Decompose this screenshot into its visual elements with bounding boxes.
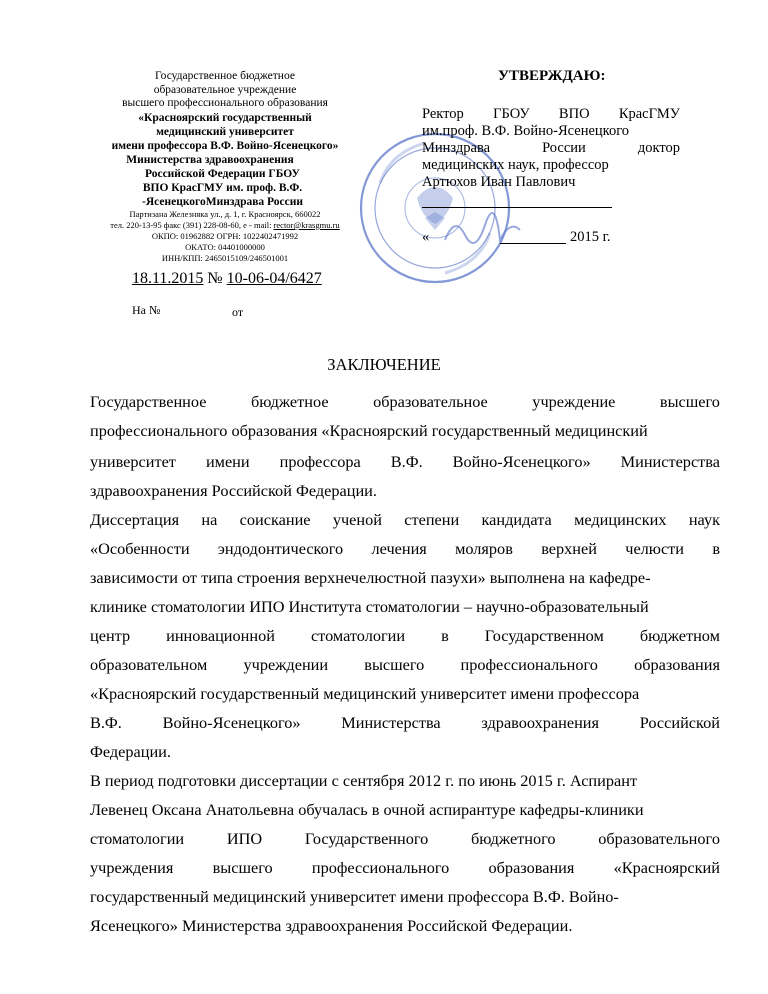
- approve-line-1: [422, 106, 680, 123]
- body-line: профессионального образования «Красноярский государственный медицинский: [90, 421, 648, 440]
- word: образовательное: [373, 392, 488, 411]
- word: здравоохранения: [481, 713, 599, 732]
- doc-number: 10-06-04/6427: [226, 270, 322, 287]
- word: учреждение: [532, 392, 616, 411]
- word: стоматологии: [310, 626, 406, 645]
- word: бюджетном: [639, 626, 720, 645]
- word: профессионального: [311, 858, 450, 877]
- org-email-link[interactable]: rector@krasgmu.ru: [273, 220, 340, 230]
- word: Войно-Ясенецкого»: [452, 452, 591, 471]
- word: высшего: [212, 858, 273, 877]
- body-line: [90, 510, 720, 530]
- doc-heading: ЗАКЛЮЧЕНИЕ: [327, 355, 441, 374]
- word: степени: [404, 510, 460, 529]
- word: «Особенности: [90, 539, 190, 558]
- body-line: [90, 713, 720, 733]
- na-label: На №: [132, 303, 161, 317]
- body-line: зависимости от типа строения верхнечелюстной пазухи» выполнена на кафедре-: [90, 568, 651, 587]
- approve-word: доктор: [637, 140, 680, 156]
- word: бюджетное: [250, 392, 329, 411]
- org-address: Партизана Железняка ул., д. 1, г. Красноярск, 660022: [129, 209, 321, 219]
- word: на: [201, 510, 218, 529]
- word: высшего: [364, 655, 425, 674]
- org-bold-line-1: «Красноярский государственный: [138, 112, 312, 124]
- body-line: [90, 539, 720, 559]
- body-line: Левенец Оксана Анатольевна обучалась в очной аспирантуре кафедры-клиники: [90, 800, 644, 819]
- org-name-line-2: образовательное учреждение: [153, 84, 297, 96]
- body-line: клинике стоматологии ИПО Института стоматологии – научно-образовательный: [90, 597, 649, 616]
- word: образовательном: [90, 655, 208, 674]
- word: Российской: [639, 713, 720, 732]
- doc-date: 18.11.2015: [132, 270, 204, 287]
- word: профессора: [279, 452, 361, 471]
- org-bold-line-6: ВПО КрасГМУ им. проф. В.Ф.: [142, 182, 303, 194]
- org-bold-line-2: медицинский университет: [156, 126, 294, 138]
- word: инновационной: [166, 626, 275, 645]
- word: В.Ф.: [90, 713, 122, 732]
- word: в: [712, 539, 720, 558]
- approve-title: УТВЕРЖДАЮ:: [498, 68, 606, 84]
- word: высшего: [659, 392, 720, 411]
- approve-line-3: [422, 140, 680, 157]
- approve-date-line: [500, 243, 566, 244]
- word: Государственном: [484, 626, 604, 645]
- org-okpo: ОКПО: 01962882 ОГРН: 1022402471992: [151, 231, 299, 241]
- doc-number-sign: №: [207, 270, 223, 287]
- word: университет: [90, 452, 176, 471]
- word: образовательного: [598, 829, 720, 848]
- word: образования: [488, 858, 575, 877]
- body-line: [90, 858, 720, 878]
- word: в: [441, 626, 449, 645]
- approve-word: России: [542, 140, 586, 156]
- body-line: «Красноярский государственный медицинский университет имени профессора: [90, 684, 640, 703]
- body-line: [90, 655, 720, 675]
- word: центр: [90, 626, 131, 645]
- approve-year: 2015 г.: [570, 229, 611, 245]
- body-line: Ясенецкого» Министерства здравоохранения Российской Федерации.: [90, 916, 573, 935]
- org-bold-line-4: Министерства здравоохранения: [126, 154, 294, 166]
- approve-word: Минздрава: [422, 140, 491, 156]
- word: ученой: [332, 510, 382, 529]
- approve-word: Ректор: [422, 106, 464, 122]
- word: В.Ф.: [390, 452, 423, 471]
- word: бюджетного: [471, 829, 556, 848]
- org-name-line-3: высшего профессионального образования: [122, 97, 328, 109]
- org-bold-line-7: -ЯсенецкогоМинздрава России: [141, 196, 304, 208]
- word: имени: [205, 452, 250, 471]
- body-line: В период подготовки диссертации с сентября 2012 г. по июнь 2015 г. Аспирант: [90, 771, 638, 790]
- word: лечения: [371, 539, 427, 558]
- org-okato: ОКАТО: 04401000000: [185, 242, 265, 252]
- org-bold-line-5: Российской Федерации ГБОУ: [144, 168, 300, 180]
- word: эндодонтического: [217, 539, 344, 558]
- word: профессионального: [460, 655, 598, 674]
- approve-word: КрасГМУ: [618, 106, 680, 122]
- word: верхней: [541, 539, 597, 558]
- org-phone: тел. 220-13-95 факс (391) 228-08-60, е - mail:: [110, 220, 274, 230]
- approve-word: ВПО: [558, 106, 590, 122]
- body-line: Федерации.: [90, 742, 171, 761]
- approve-line-4: медицинских наук, профессор: [422, 157, 609, 173]
- word: наук: [688, 510, 720, 529]
- word: стоматологии: [90, 829, 185, 848]
- word: Министерства: [620, 452, 720, 471]
- ot-label: от: [232, 305, 244, 319]
- org-inn: ИНН/КПП: 2465015109/246501001: [161, 253, 289, 263]
- word: кандидата: [481, 510, 552, 529]
- body-line: здравоохранения Российской Федерации.: [90, 481, 377, 500]
- word: Министерства: [341, 713, 441, 732]
- word: учреждении: [243, 655, 329, 674]
- approve-line-5: Артюхов Иван Павлович: [422, 174, 576, 190]
- approve-word: ГБОУ: [493, 106, 530, 122]
- body-line: [90, 452, 720, 472]
- org-bold-line-3: имени профессора В.Ф. Войно-Ясенецкого»: [111, 140, 339, 152]
- signature: [440, 205, 530, 255]
- org-name-line-1: Государственное бюджетное: [155, 70, 295, 82]
- word: образования: [634, 655, 720, 674]
- org-contacts: [60, 220, 390, 230]
- word: Войно-Ясенецкого»: [162, 713, 301, 732]
- word: Диссертация: [90, 510, 180, 529]
- signature-line: [422, 207, 612, 208]
- body-line: [90, 392, 720, 412]
- word: медицинских: [574, 510, 667, 529]
- word: соискание: [239, 510, 311, 529]
- approve-date-quote: «: [422, 229, 430, 245]
- body-line: [90, 626, 720, 646]
- word: учреждения: [90, 858, 174, 877]
- approve-line-2: им.проф. В.Ф. Войно-Ясенецкого: [422, 123, 630, 139]
- word: моляров: [455, 539, 513, 558]
- word: челюсти: [625, 539, 685, 558]
- word: «Красноярский: [613, 858, 720, 877]
- word: ИПО: [226, 829, 263, 848]
- body-line: государственный медицинский университет имени профессора В.Ф. Войно-: [90, 887, 619, 906]
- body-line: [90, 829, 720, 849]
- word: Государственное: [90, 392, 207, 411]
- doc-date-number: [132, 270, 322, 288]
- word: Государственного: [304, 829, 429, 848]
